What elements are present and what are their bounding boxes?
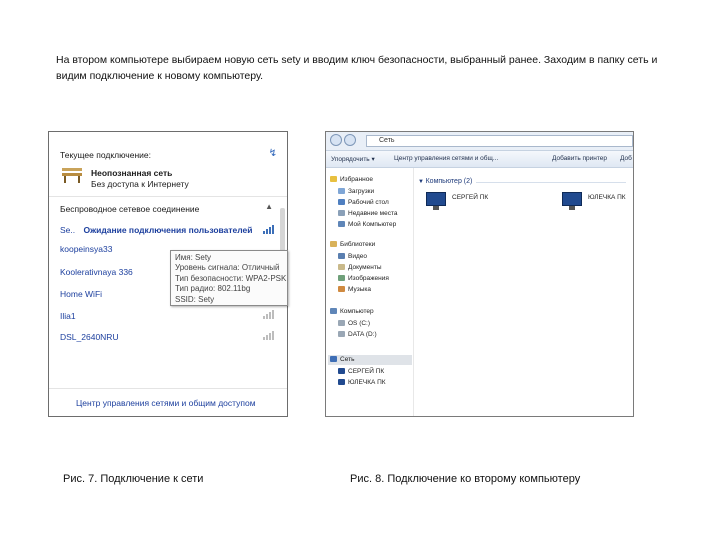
computer-icon [338,221,345,227]
nav-item-drive-c[interactable]: OS (C:) [338,320,370,327]
add-printer-button[interactable]: Добавить принтер [552,155,608,162]
nav-item-downloads[interactable]: Загрузки [338,188,374,195]
computer-icon [330,308,337,314]
drive-icon [338,331,345,337]
network-item[interactable]: Home WiFi [60,289,103,299]
monitor-icon [562,192,582,206]
signal-strength-icon [263,330,277,340]
nav-item-pictures[interactable]: Изображения [338,275,389,282]
libraries-header[interactable]: Библиотеки [330,241,375,248]
network-center-button[interactable]: Центр управления сетями и общ... [394,155,499,162]
nav-item-music[interactable]: Музыка [338,286,371,293]
address-bar [326,132,633,151]
network-item[interactable]: Koolerativnaya 336 [60,267,133,277]
intro-paragraph: На втором компьютере выбираем новую сеть sety и вводим ключ безопасности, выбранный ранее. Заходим в папку сеть и видим подключение к новому компьютеру. [56,54,658,82]
monitor-icon [338,368,345,374]
network-header[interactable]: Сеть [330,356,354,363]
recent-places-icon [338,210,345,216]
signal-strength-icon [263,309,277,319]
forward-button[interactable] [344,134,356,146]
video-icon [338,253,345,259]
tooltip-line: Уровень сигнала: Отличный [175,263,280,273]
library-icon [330,241,337,247]
nav-item-my-computer[interactable]: Мой Компьютер [338,221,396,228]
collapse-chevron-icon[interactable]: ▲ [265,202,273,211]
network-status: Без доступа к Интернету [91,179,189,189]
tooltip-line: Тип радио: 802.11bg [175,284,251,294]
navigation-pane [326,168,414,416]
signal-strength-icon [263,224,277,234]
computer-name: СЕРГЕЙ ПК [452,194,489,201]
network-center-link[interactable]: Центр управления сетями и общим доступом [76,398,256,408]
monitor-icon [426,192,446,206]
network-item[interactable]: DSL_2640NRU [60,332,119,342]
tooltip-line: SSID: Sety [175,294,215,304]
drive-icon [338,320,345,326]
wireless-section-label: Беспроводное сетевое соединение [60,204,200,214]
network-icon [330,356,337,362]
nav-item-drive-d[interactable]: DATA (D:) [338,331,377,338]
tooltip-line: Имя: Sety [175,253,212,262]
nav-item-video[interactable]: Видео [338,253,367,260]
pending-network-item[interactable] [60,225,253,235]
explorer-window-screenshot [325,131,634,417]
network-item[interactable]: Ilia1 [60,311,76,321]
nav-item-desktop[interactable]: Рабочий стол [338,199,389,206]
computer-header[interactable]: Компьютер [330,308,374,315]
tooltip-line: Тип безопасности: WPA2-PSK [175,273,287,283]
address-text: Сеть [379,137,395,144]
nav-item-documents[interactable]: Документы [338,264,382,271]
nav-item-recent[interactable]: Недавние места [338,210,398,217]
nav-item-network-pc[interactable]: СЕРГЕЙ ПК [338,368,384,375]
pending-network-name: Se.. [60,225,76,235]
folder-icon [338,188,345,194]
desktop-icon [338,199,345,205]
monitor-icon [338,379,345,385]
network-refresh-icon[interactable]: ↯ [268,148,277,159]
explorer-toolbar [326,151,633,168]
computer-group-header[interactable]: ▼ Компьютер (2) [418,178,473,185]
documents-icon [338,264,345,270]
network-tooltip [170,250,288,306]
figure-7-caption: Рис. 7. Подключение к сети [63,473,204,485]
add-device-button[interactable]: Доб [620,155,632,162]
music-icon [338,286,345,292]
network-flyout-screenshot [48,131,288,417]
figure-8-caption: Рис. 8. Подключение ко второму компьютеру [350,473,581,485]
star-icon [330,176,337,182]
network-item[interactable]: koopeinsya33 [60,244,113,254]
pending-network-status: Ожидание подключения пользователей [83,225,253,235]
expand-arrow-icon: ▼ [418,179,426,185]
computer-name: ЮЛЕЧКА ПК [588,194,626,201]
current-connection-label: Текущее подключение: [60,150,151,160]
favorites-header[interactable]: Избранное [330,176,373,183]
network-name: Неопознанная сеть [91,168,173,178]
pictures-icon [338,275,345,281]
nav-item-network-pc[interactable]: ЮЛЕЧКА ПК [338,379,386,386]
address-field[interactable] [366,135,633,147]
organize-button[interactable]: Упорядочить ▾ [331,156,375,163]
unidentified-network-icon [61,166,83,184]
back-button[interactable] [330,134,342,146]
